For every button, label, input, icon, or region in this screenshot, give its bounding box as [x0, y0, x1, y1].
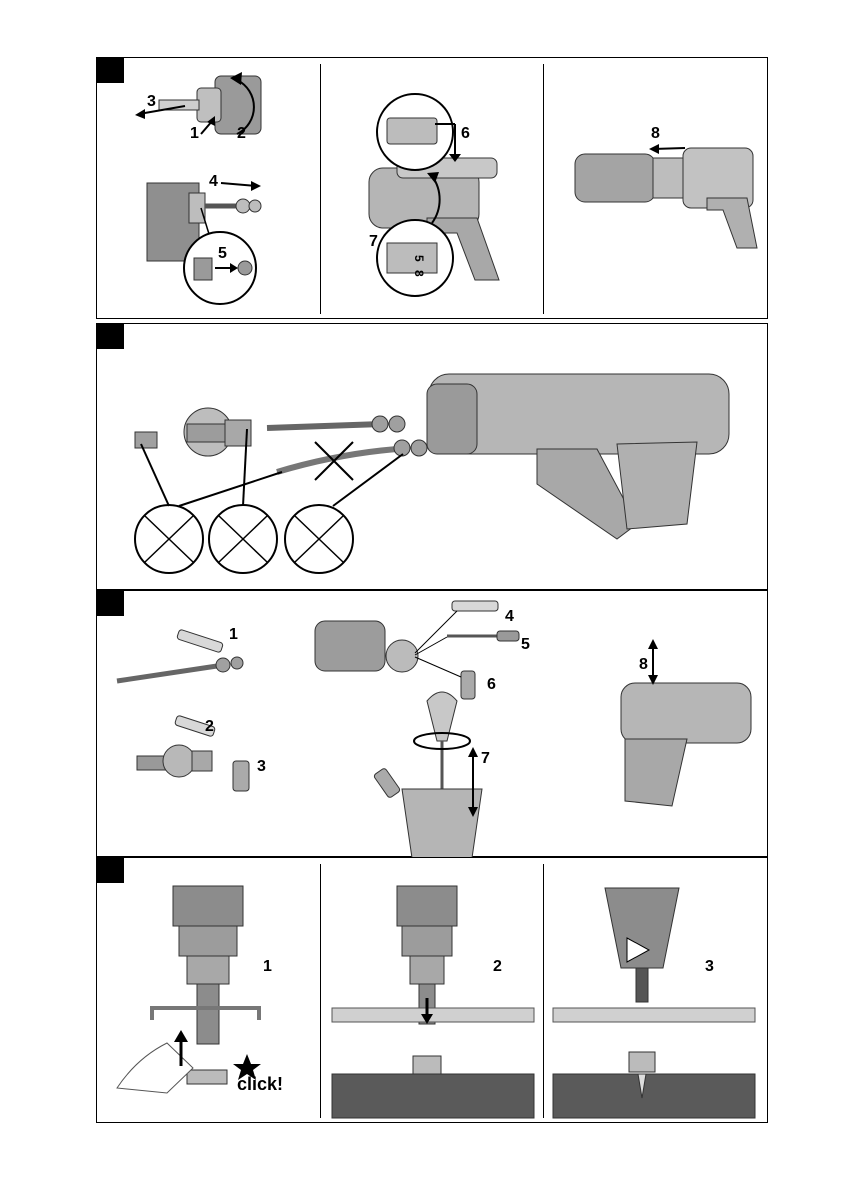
- step-number-label: 7: [481, 750, 490, 767]
- brush-cleaning-illustration: [373, 692, 482, 858]
- figure-panel-1: [96, 57, 768, 319]
- step-number-label: 4: [209, 173, 218, 190]
- panel-1-illustration: [97, 58, 769, 320]
- fastener-set-illustration: [553, 888, 755, 1118]
- ring-mark-label: 5: [412, 255, 426, 262]
- panel-2-illustration: [97, 324, 769, 591]
- piston-cleaning-illustration: [117, 629, 243, 681]
- step-number-label: 4: [505, 608, 514, 625]
- step-number-label: 7: [369, 233, 378, 250]
- piston-removal-illustration: [147, 181, 261, 304]
- ring-cleaning-illustration: [137, 715, 249, 791]
- step-number-label: 2: [493, 958, 502, 975]
- step-number-label: 8: [651, 125, 660, 142]
- step-number-label: 5: [521, 636, 530, 653]
- step-number-label: 8: [639, 656, 648, 673]
- step-number-label: 3: [257, 758, 266, 775]
- step-number-label: 2: [237, 125, 246, 142]
- panel-3-illustration: [97, 591, 769, 858]
- panel-4-illustration: [97, 858, 769, 1124]
- ring-mark-label: 8: [412, 270, 426, 277]
- fastener-positioning-illustration: [332, 886, 534, 1118]
- figure-panel-4: [96, 857, 768, 1123]
- nose-ring-illustration: [369, 94, 499, 296]
- step-number-label: 6: [487, 676, 496, 693]
- figure-panel-2: [96, 323, 768, 590]
- step-number-label: 2: [205, 718, 214, 735]
- fastener-loading-illustration: [117, 886, 261, 1093]
- step-number-label: 3: [705, 958, 714, 975]
- click-label: click!: [237, 1074, 284, 1094]
- step-number-label: 1: [229, 626, 238, 643]
- figure-panel-3: [96, 590, 768, 857]
- ring-push-illustration: [575, 144, 757, 248]
- step-number-label: 3: [147, 93, 156, 110]
- step-number-label: 1: [263, 958, 272, 975]
- step-number-label: 6: [461, 125, 470, 142]
- tool-body-illustration: [427, 374, 729, 539]
- step-number-label: 1: [190, 125, 199, 142]
- step-number-label: 5: [218, 245, 227, 262]
